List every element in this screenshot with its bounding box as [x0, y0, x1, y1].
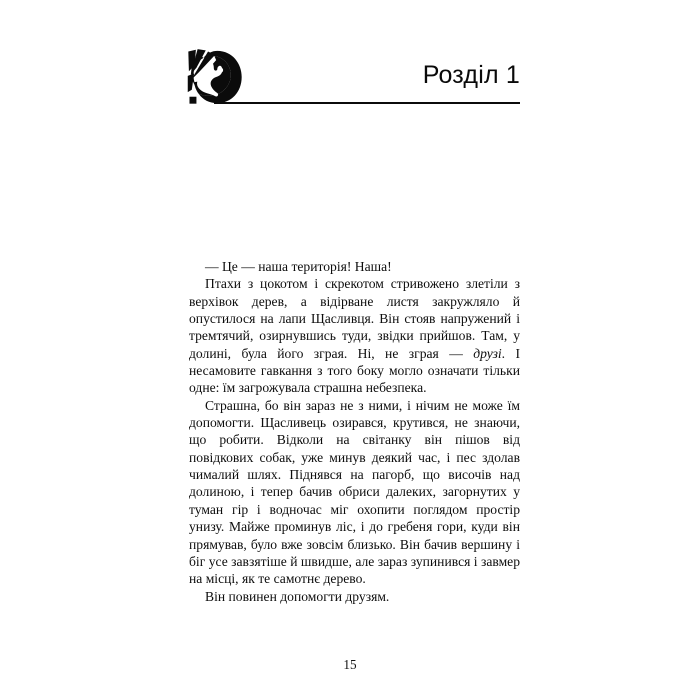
- paragraph-1: [189, 275, 520, 396]
- howling-wolf-head-icon: [186, 48, 244, 106]
- page-number: 15: [343, 657, 357, 672]
- chapter-body: [189, 258, 520, 605]
- chapter-divider-rule: [214, 102, 520, 104]
- paragraph-1-text-before: Птахи з цокотом і скрекотом стривожено злетіли з верхівок дерев, а відірване листя закружляло й опустилося на лапи Щасливця. Він стояв напружений і тремтячий, озирнувшись туди, звідки прийшов. Там, у долині, була його зграя. Ні, не зграя —: [189, 276, 520, 361]
- chapter-title: Розділ 1: [422, 61, 520, 89]
- paragraph-2: Страшна, бо він зараз не з ними, і нічим не може їм допомогти. Щасливець озирався, крутився, не знаючи, що робити. Відколи на світанку він пішов від повідкових собак, уже минув деякий час, і пес здолав чималий шлях. Піднявся на пагорб, що височів над долиною, і тепер бачив обриси далеких, загорнутих у туман гір і водночас міг охопити поглядом простір унизу. Майже проминув ліс, і до гребеня гори, куди він прямував, було вже зовсім близько. Він бачив вершину і біг усе завзятіше й швидше, але зараз зупинився і завмер на місці, як те самотнє дерево.: [189, 397, 520, 587]
- paragraph-1-emphasis: друзі: [473, 345, 502, 361]
- chapter-header: [186, 44, 520, 110]
- paragraph-1-text-after: . І несамовите гавкання з того боку могло означати тільки одне: їм загрожувала страшна небезпека.: [189, 345, 520, 396]
- paragraph-dialogue: — Це — наша територія! Наша!: [205, 259, 392, 274]
- paragraph-3: Він повинен допомогти друзям.: [205, 588, 390, 604]
